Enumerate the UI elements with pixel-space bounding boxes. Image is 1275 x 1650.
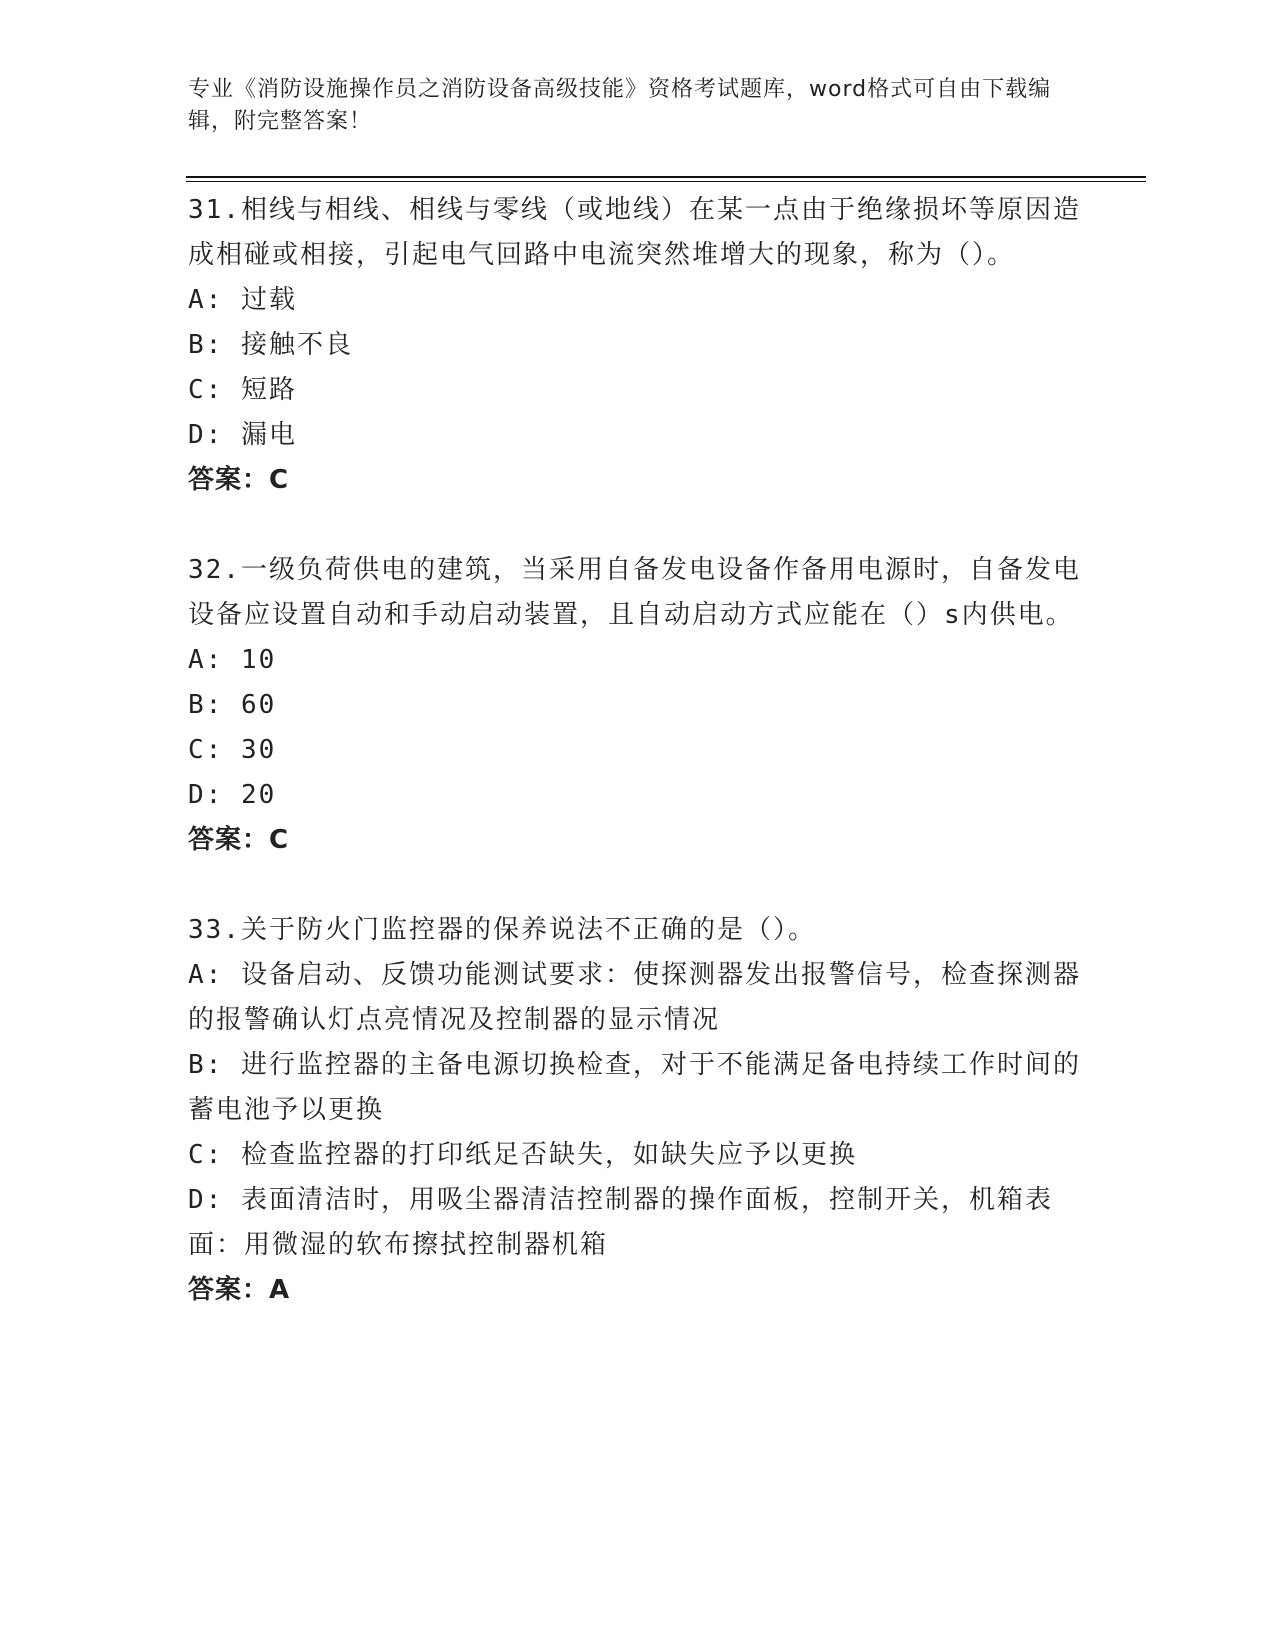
document-header: 专业《消防设施操作员之消防设备高级技能》资格考试题库，word格式可自由下载编辑，附完整答案！ [188, 77, 1052, 134]
option-b: B: 接触不良 [188, 330, 353, 360]
question-stem: 31.相线与相线、相线与零线（或地线）在某一点由于绝缘损坏等原因造成相碰或相接，引起电气回路中电流突然堆增大的现象，称为（）。 [188, 195, 1081, 270]
option-c: C: 短路 [188, 375, 297, 405]
question-31 [188, 188, 1088, 503]
header-divider-thick [186, 176, 1146, 178]
option-a: A: 设备启动、反馈功能测试要求：使探测器发出报警信号，检查探测器的报警确认灯点亮情况及控制器的显示情况 [188, 960, 1081, 1035]
question-stem: 32.一级负荷供电的建筑，当采用自备发电设备作备用电源时，自备发电设备应设置自动和手动启动装置，且自动启动方式应能在（）s内供电。 [188, 555, 1081, 630]
question-33 [188, 908, 1088, 1313]
option-c: C: 检查监控器的打印纸足否缺失，如缺失应予以更换 [188, 1140, 857, 1170]
question-32 [188, 548, 1088, 863]
option-c: C: 30 [188, 735, 277, 765]
option-a: A: 10 [188, 645, 277, 675]
header-divider-thin [186, 181, 1146, 182]
option-d: D: 20 [188, 780, 277, 810]
spacer [188, 863, 1088, 908]
option-b: B: 60 [188, 690, 277, 720]
answer-label: 答案：C [188, 465, 290, 495]
option-a: A: 过载 [188, 285, 297, 315]
option-b: B: 进行监控器的主备电源切换检查，对于不能满足备电持续工作时间的蓄电池予以更换 [188, 1050, 1081, 1125]
option-d: D: 表面清洁时，用吸尘器清洁控制器的操作面板，控制开关，机箱表面：用微湿的软布擦拭控制器机箱 [188, 1185, 1053, 1260]
question-list [188, 188, 1088, 1313]
answer-label: 答案：A [188, 1275, 291, 1305]
spacer [188, 503, 1088, 548]
question-stem: 33.关于防火门监控器的保养说法不正确的是（）。 [188, 915, 816, 945]
option-d: D: 漏电 [188, 420, 297, 450]
answer-label: 答案：C [188, 825, 290, 855]
